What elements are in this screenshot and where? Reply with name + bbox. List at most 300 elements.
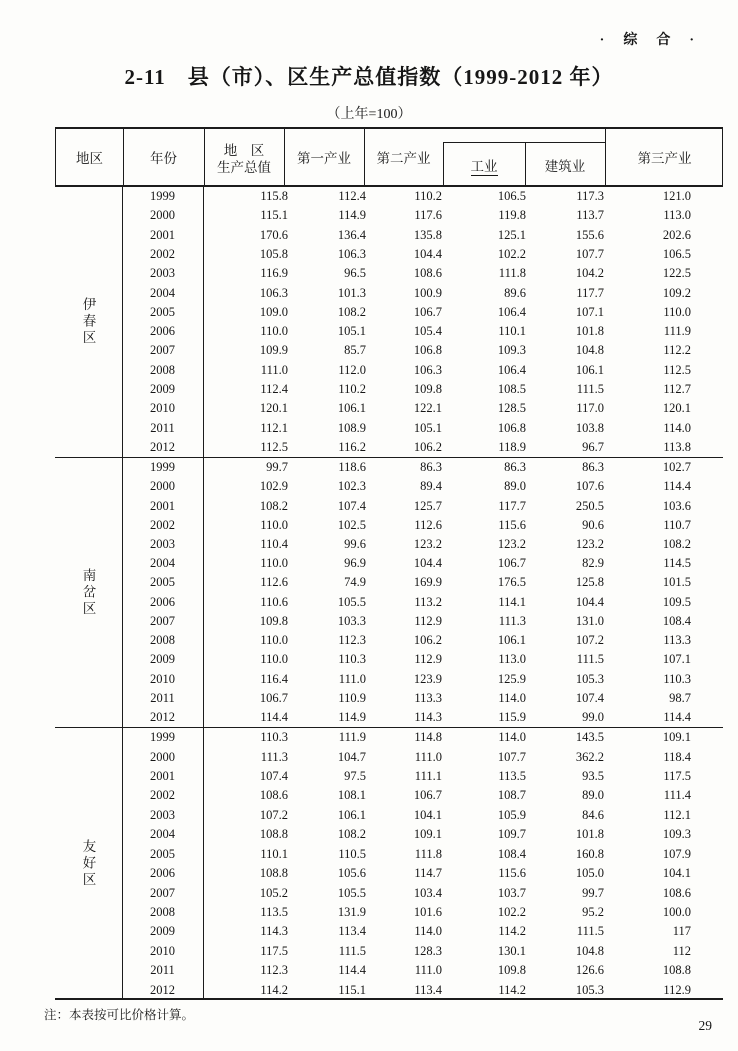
value-cell: 119.8 [498,208,526,223]
value-cell: 114.0 [498,730,526,745]
value-cell: 114.4 [338,963,366,978]
year-cell: 2003 [150,807,175,822]
value-cell: 107.1 [662,652,691,667]
value-cell: 107.2 [575,633,604,648]
year-cell: 2007 [150,885,175,900]
value-cell: 103.6 [662,498,691,513]
value-cell: 109.7 [497,827,526,842]
table-row [55,786,723,805]
value-cell: 103.3 [337,613,366,628]
year-cell: 2001 [150,227,175,242]
value-cell: 115.1 [260,208,288,223]
value-cell: 117.6 [414,208,442,223]
value-cell: 104.4 [575,594,604,609]
year-cell: 2005 [150,575,175,590]
value-cell: 103.4 [413,885,442,900]
year-cell: 2007 [150,343,175,358]
year-cell: 2004 [150,827,175,842]
value-cell: 89.4 [420,479,442,494]
value-cell: 117.0 [576,401,604,416]
value-cell: 89.6 [504,285,526,300]
year-cell: 2007 [150,613,175,628]
value-cell: 113.0 [498,652,526,667]
value-cell: 114.0 [663,420,691,435]
year-cell: 2009 [150,652,175,667]
value-cell: 108.6 [413,266,442,281]
table-row [55,361,723,380]
value-cell: 111.5 [576,381,604,396]
value-cell: 86.3 [420,460,442,475]
value-cell: 93.5 [582,769,604,784]
table-row [55,922,723,941]
value-cell: 104.7 [337,749,366,764]
value-cell: 106.7 [413,788,442,803]
table-row [55,669,723,688]
value-cell: 111.3 [260,749,288,764]
value-cell: 108.5 [497,381,526,396]
value-cell: 125.8 [575,575,604,590]
region-name: 南岔区 [80,567,96,618]
value-cell: 114.9 [338,208,366,223]
table-row [55,650,723,669]
value-cell: 99.7 [582,885,604,900]
value-cell: 106.5 [497,189,526,204]
table-row [55,341,723,360]
value-cell: 105.9 [497,807,526,822]
value-cell: 108.6 [662,885,691,900]
year-cell: 2000 [150,749,175,764]
year-cell: 2012 [150,982,175,997]
value-cell: 100.9 [413,285,442,300]
value-cell: 112.7 [663,381,691,396]
value-cell: 111.0 [260,362,288,377]
value-cell: 85.7 [344,343,366,358]
value-cell: 123.2 [497,536,526,551]
table-row [55,747,723,766]
year-cell: 2001 [150,498,175,513]
table-row [55,458,723,477]
region-name: 友好区 [80,839,96,889]
year-cell: 2001 [150,769,175,784]
value-cell: 82.9 [582,556,604,571]
table-row [55,245,723,264]
value-cell: 102.2 [497,905,526,919]
table-row [55,961,723,980]
chapter-label: · 综 合 · [599,33,698,48]
table-row [55,535,723,554]
col-header-gdp-line2: 生产总值 [217,159,271,175]
table-row [55,573,723,592]
value-cell: 118.4 [663,749,691,764]
value-cell: 113.4 [414,982,442,997]
value-cell: 102.5 [337,517,366,532]
value-cell: 107.4 [337,498,366,513]
value-cell: 104.1 [413,807,442,822]
value-cell: 102.3 [337,479,366,494]
table-row [55,496,723,515]
value-cell: 97.5 [344,769,366,784]
table-row [55,322,723,341]
year-cell: 2006 [150,866,175,881]
value-cell: 111.0 [414,963,442,978]
value-cell: 117.5 [260,943,288,958]
value-cell: 112.9 [414,613,442,628]
value-cell: 102.7 [662,460,691,475]
year-cell: 2011 [150,690,175,705]
value-cell: 99.6 [344,536,366,551]
value-cell: 112.6 [260,575,288,590]
value-cell: 107.4 [575,690,604,705]
value-cell: 107.4 [259,769,288,784]
year-cell: 2000 [150,479,175,494]
table-note: 注：本表按可比价格计算。 [44,1008,195,1022]
value-cell: 112.9 [663,982,691,997]
value-cell: 106.4 [497,304,526,319]
value-cell: 111.0 [338,671,366,686]
value-cell: 103.8 [575,420,604,435]
value-cell: 106.5 [662,246,691,261]
value-cell: 108.2 [662,536,691,551]
year-cell: 2008 [150,905,175,919]
value-cell: 117 [672,924,691,939]
value-cell: 105.5 [337,594,366,609]
value-cell: 106.3 [337,246,366,261]
col-header-gdp-line1: 地 区 [223,143,265,158]
value-cell: 114.0 [498,690,526,705]
table-header [55,127,723,187]
value-cell: 105.4 [413,324,442,339]
year-cell: 2011 [150,420,175,435]
value-cell: 106.4 [497,362,526,377]
value-cell: 99.7 [266,460,288,475]
table-row [55,477,723,496]
value-cell: 109.5 [662,594,691,609]
table-row [55,864,723,883]
year-cell: 2010 [150,401,175,416]
value-cell: 107.7 [497,749,526,764]
value-cell: 106.8 [413,343,442,358]
value-cell: 110.2 [338,381,366,396]
value-cell: 86.3 [582,460,604,475]
value-cell: 114.2 [260,982,288,997]
value-cell: 105.1 [413,420,442,435]
value-cell: 104.8 [575,343,604,358]
value-cell: 106.7 [259,690,288,705]
value-cell: 106.7 [413,304,442,319]
table-row [55,612,723,631]
value-cell: 122.5 [662,266,691,281]
table-row [55,903,723,922]
year-cell: 2000 [150,208,175,223]
value-cell: 115.9 [498,709,526,724]
year-cell: 2006 [150,594,175,609]
value-cell: 102.9 [259,479,288,494]
region-name: 伊春区 [80,297,96,347]
year-cell: 1999 [150,730,175,745]
value-cell: 108.6 [259,788,288,803]
value-cell: 112.6 [414,517,442,532]
value-cell: 106.2 [413,633,442,648]
year-cell: 1999 [150,189,175,204]
value-cell: 106.1 [337,807,366,822]
value-cell: 123.2 [413,536,442,551]
value-cell: 128.5 [497,401,526,416]
col-header-tertiary-industry: 第三产业 [637,151,692,166]
value-cell: 111.3 [498,613,526,628]
value-cell: 110.3 [663,671,691,686]
value-cell: 109.0 [259,304,288,319]
value-cell: 112 [672,943,691,958]
value-cell: 98.7 [669,690,691,705]
value-cell: 110.4 [260,536,288,551]
value-cell: 114.3 [260,924,288,939]
value-cell: 105.6 [337,866,366,881]
page-title: 2-11 县（市）、区生产总值指数（1999-2012 年） [124,65,614,89]
year-cell: 2010 [150,671,175,686]
value-cell: 169.9 [413,575,442,590]
value-cell: 110.1 [498,324,526,339]
table-row [55,593,723,612]
value-cell: 112.2 [663,343,691,358]
value-cell: 131.0 [575,613,604,628]
value-cell: 108.8 [259,827,288,842]
value-cell: 108.2 [337,304,366,319]
table-row [55,303,723,322]
value-cell: 107.7 [575,246,604,261]
value-cell: 111.5 [576,652,604,667]
value-cell: 110.7 [663,517,691,532]
value-cell: 117.7 [498,498,526,513]
value-cell: 105.5 [337,885,366,900]
value-cell: 176.5 [497,575,526,590]
value-cell: 112.1 [663,807,691,822]
value-cell: 110.2 [414,189,442,204]
value-cell: 110.1 [260,846,288,861]
value-cell: 89.0 [504,479,526,494]
value-cell: 125.9 [497,671,526,686]
value-cell: 111.1 [414,769,442,784]
year-cell: 2005 [150,304,175,319]
value-cell: 110.0 [260,633,288,648]
value-cell: 107.1 [575,304,604,319]
table-row [55,631,723,650]
value-cell: 108.2 [337,827,366,842]
value-cell: 86.3 [504,460,526,475]
value-cell: 106.1 [337,401,366,416]
col-header-primary-industry: 第一产业 [297,151,351,166]
table-row [55,806,723,825]
value-cell: 170.6 [259,227,288,242]
region-block [55,458,723,728]
statistics-table [55,127,723,1000]
value-cell: 114.9 [338,709,366,724]
value-cell: 114.5 [663,556,691,571]
value-cell: 118.9 [498,439,526,454]
value-cell: 99.0 [582,709,604,724]
value-cell: 112.4 [338,189,366,204]
value-cell: 117.5 [663,769,691,784]
value-cell: 113.7 [576,208,604,223]
value-cell: 115.6 [498,517,526,532]
value-cell: 115.8 [260,189,288,204]
value-cell: 105.3 [575,982,604,997]
value-cell: 113.8 [663,439,691,454]
value-cell: 104.2 [575,266,604,281]
value-cell: 109.9 [259,343,288,358]
value-cell: 112.5 [260,439,288,454]
value-cell: 110.0 [663,304,691,319]
value-cell: 104.4 [413,246,442,261]
value-cell: 95.2 [582,905,604,919]
value-cell: 121.0 [662,189,691,204]
year-cell: 2006 [150,324,175,339]
value-cell: 110.5 [338,846,366,861]
table-body [55,187,723,1000]
value-cell: 111.4 [663,788,691,803]
value-cell: 113.5 [260,905,288,919]
value-cell: 107.6 [575,479,604,494]
table-row [55,825,723,844]
value-cell: 118.6 [338,460,366,475]
value-cell: 101.8 [575,324,604,339]
value-cell: 128.3 [413,943,442,958]
region-block [55,187,723,458]
value-cell: 116.9 [260,266,288,281]
year-cell: 2012 [150,709,175,724]
year-cell: 2002 [150,788,175,803]
value-cell: 110.6 [260,594,288,609]
value-cell: 125.7 [413,498,442,513]
value-cell: 108.4 [662,613,691,628]
value-cell: 108.9 [337,420,366,435]
value-cell: 106.1 [497,633,526,648]
value-cell: 113.3 [414,690,442,705]
col-header-industry-label: 工业 [470,159,498,174]
value-cell: 111.8 [414,846,442,861]
value-cell: 136.4 [337,227,366,242]
year-cell: 1999 [150,460,175,475]
value-cell: 110.3 [260,730,288,745]
value-cell: 96.7 [582,439,604,454]
table-row [55,728,723,747]
table-row [55,187,723,206]
table-row [55,554,723,573]
year-cell: 2008 [150,362,175,377]
table-row [55,980,723,999]
value-cell: 202.6 [662,227,691,242]
body-divider [203,187,204,1000]
value-cell: 105.1 [337,324,366,339]
value-cell: 96.9 [344,556,366,571]
value-cell: 109.8 [413,381,442,396]
col-header-gdp [204,143,284,177]
value-cell: 109.8 [497,963,526,978]
value-cell: 96.5 [344,266,366,281]
page-number: 29 [698,1018,712,1033]
value-cell: 106.3 [413,362,442,377]
table-row [55,883,723,902]
value-cell: 131.9 [337,905,366,919]
value-cell: 123.9 [413,671,442,686]
value-cell: 114.8 [414,730,442,745]
year-cell: 2005 [150,846,175,861]
value-cell: 126.6 [575,963,604,978]
value-cell: 114.4 [260,709,288,724]
table-row [55,438,723,457]
value-cell: 100.0 [662,905,691,919]
value-cell: 120.1 [662,401,691,416]
year-cell: 2002 [150,246,175,261]
value-cell: 114.7 [414,866,442,881]
value-cell: 106.7 [497,556,526,571]
year-cell: 2009 [150,924,175,939]
value-cell: 130.1 [497,943,526,958]
value-cell: 109.8 [259,613,288,628]
value-cell: 106.3 [259,285,288,300]
value-cell: 112.9 [414,652,442,667]
table-row [55,516,723,535]
year-cell: 2008 [150,633,175,648]
value-cell: 101.8 [575,827,604,842]
value-cell: 116.4 [260,671,288,686]
value-cell: 106.1 [575,362,604,377]
value-cell: 106.2 [413,439,442,454]
value-cell: 116.2 [338,439,366,454]
value-cell: 104.4 [413,556,442,571]
table-row [55,380,723,399]
table-subtitle: （上年=100） [326,107,412,122]
value-cell: 117.3 [576,189,604,204]
value-cell: 108.4 [497,846,526,861]
value-cell: 114.0 [414,924,442,939]
value-cell: 113.4 [338,924,366,939]
value-cell: 122.1 [413,401,442,416]
value-cell: 74.9 [344,575,366,590]
table-row [55,689,723,708]
table-row [55,708,723,727]
value-cell: 113.5 [498,769,526,784]
table-row [55,283,723,302]
year-cell: 2009 [150,381,175,396]
value-cell: 104.1 [662,866,691,881]
value-cell: 89.0 [582,788,604,803]
year-cell: 2003 [150,536,175,551]
value-cell: 108.1 [337,788,366,803]
value-cell: 112.4 [260,381,288,396]
table-row [55,399,723,418]
region-block [55,728,723,1000]
value-cell: 114.3 [414,709,442,724]
value-cell: 109.3 [662,827,691,842]
body-divider [122,187,123,1000]
value-cell: 84.6 [582,807,604,822]
col-header-industry [443,159,525,176]
value-cell: 110.0 [260,324,288,339]
value-cell: 111.9 [338,730,366,745]
value-cell: 101.6 [413,905,442,919]
value-cell: 143.5 [575,730,604,745]
year-cell: 2004 [150,556,175,571]
value-cell: 111.5 [576,924,604,939]
value-cell: 104.8 [575,943,604,958]
value-cell: 135.8 [413,227,442,242]
value-cell: 105.3 [575,671,604,686]
col-header-construction: 建筑业 [544,159,586,174]
value-cell: 102.2 [497,246,526,261]
value-cell: 108.8 [662,963,691,978]
value-cell: 111.8 [498,266,526,281]
value-cell: 123.2 [575,536,604,551]
